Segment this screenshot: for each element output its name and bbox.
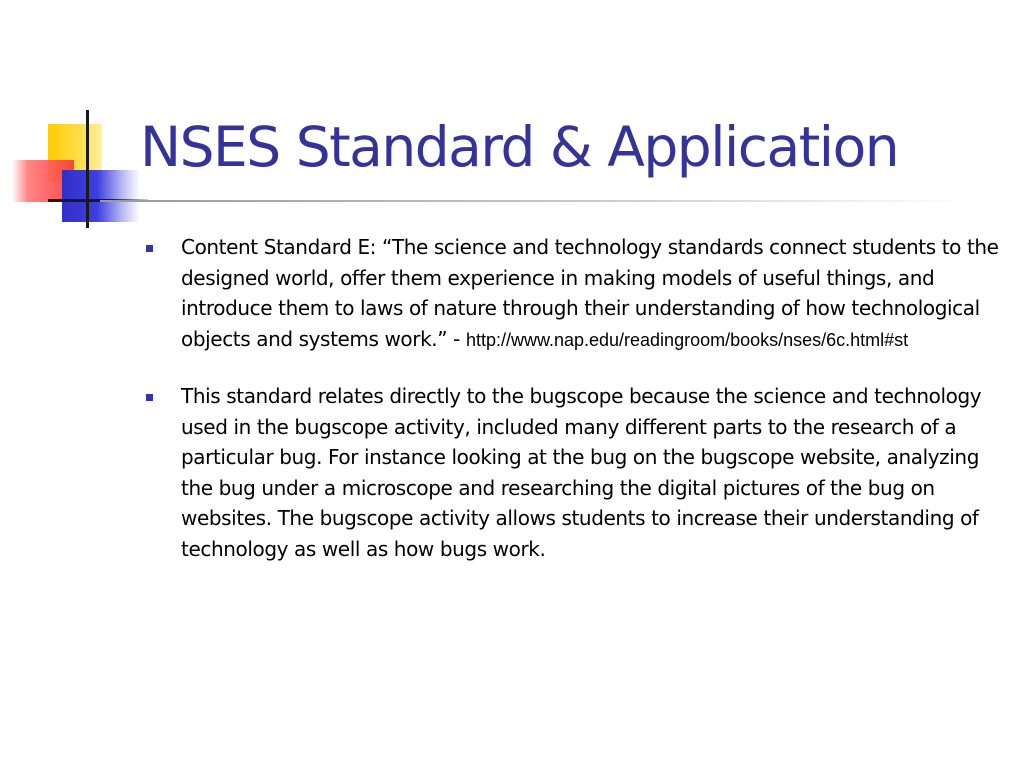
vertical-line — [86, 110, 89, 228]
citation-url: http://www.nap.edu/readingroom/books/nses/6c.html#st — [465, 329, 909, 350]
square-bullet-icon — [146, 394, 153, 401]
title-divider — [100, 200, 970, 202]
square-bullet-icon — [146, 245, 153, 252]
bullet-list — [140, 232, 1000, 564]
bullet-text: This standard relates directly to the bugscope because the science and technology used in the bugscope activity, included many different parts to the research of a particular bug. For instance looking at the bug on the bugscope website, analyzing the bug under a microscope and researching the digital pictures of the bug on websites. The bugscope activity allows students to increase their understanding of technology as well as how bugs work. — [181, 384, 982, 561]
bullet-item-application — [140, 381, 1000, 564]
bullet-item-content-standard — [140, 232, 1000, 354]
bullet-text: Content Standard E: “The science and technology standards connect students to the designed world, offer them experience in making models of useful things, and introduce them to laws of nature through their understanding of how technological objects and systems work.” - — [181, 235, 999, 351]
blue-square — [62, 170, 140, 222]
corner-squares-logo-icon — [0, 0, 150, 240]
slide-title: NSES Standard & Application — [140, 115, 899, 179]
